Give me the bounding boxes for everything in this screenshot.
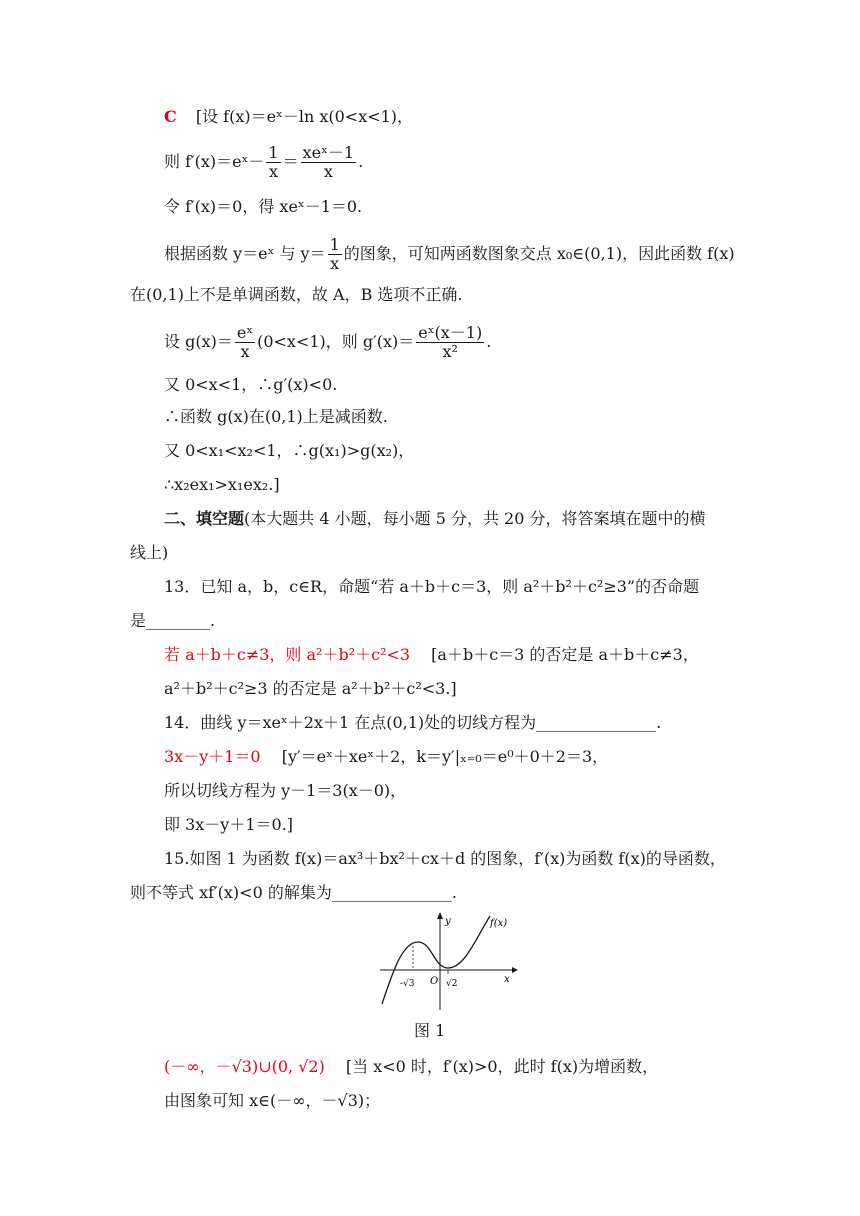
text: (0<x<1)，则 g′(x)＝ [257,332,415,351]
function-graph [378,912,518,1012]
text: 的图象，可知两函数图象交点 x₀∈(0,1)，因此函数 f(x) [343,244,735,263]
fraction [416,324,484,361]
curve-label: f(x) [490,918,508,929]
frac-num: 1 [329,235,340,254]
frac-den: x [330,254,340,273]
answer-c-line1 [164,106,413,128]
answer-c-line10: ∴x₂ex₁>x₁ex₂.] [164,475,280,494]
answer-c-line9: 又 0<x₁<x₂<1，∴g(x₁)>g(x₂)， [164,441,415,460]
answer-c-line4 [164,236,735,273]
q14-explain3: 即 3x－y＋1＝0.] [164,815,294,834]
frac-num: xeˣ－1 [302,143,355,162]
answer-c-line2 [164,144,363,181]
q15-text2: 则不等式 xf′(x)<0 的解集为_______________. [130,883,457,902]
section2-heading [164,508,706,530]
answer-c-line7: 又 0<x<1，∴g′(x)<0. [164,375,338,394]
q15-explain2: 由图象可知 x∈(－∞，－√3)； [164,1091,381,1110]
frac-den: x [268,162,279,181]
answer-c-line6 [164,324,491,361]
origin-label: O [430,976,439,987]
q13-explain: [a＋b＋c＝3 的否定是 a＋b＋c≠3， [431,645,699,664]
figure-caption: 图 1 [414,1021,446,1040]
x-label: x [504,974,510,985]
frac-den: x [323,162,333,181]
fraction [301,144,356,181]
answer-c-line3: 令 f′(x)＝0，得 xeˣ－1＝0. [164,197,363,216]
frac-num: eˣ [236,323,254,342]
q14-answer-line [164,746,608,768]
section-desc: (本大题共 4 小题，每小题 5 分，共 20 分，将答案填在题中的横 [244,509,706,528]
q15-answer: (－∞，－√3)∪(0, √2) [164,1057,325,1076]
answer-letter: C [164,107,177,126]
fraction [328,236,342,273]
text: . [486,332,492,351]
y-axis-arrow-icon [437,912,443,919]
q14-text: 14．曲线 y＝xeˣ＋2x＋1 在点(0,1)处的切线方程为_______________. [164,713,662,732]
text: 设 g(x)＝ [164,332,233,351]
frac-num: 1 [268,143,279,162]
text: . [358,152,364,171]
section2-desc2: 线上) [130,543,169,562]
frac-num: eˣ(x－1) [418,323,483,342]
answer-c-text1: [设 f(x)＝eˣ－ln x(0<x<1)， [195,107,414,126]
frac-den: x [240,342,250,361]
y-label: y [445,916,451,927]
answer-c-line5: 在(0,1)上不是单调函数，故 A，B 选项不正确. [130,285,463,304]
q13-explain2: a²＋b²＋c²≥3 的否定是 a²＋b²＋c²<3.] [164,679,457,698]
frac-den: x² [442,342,458,361]
x-axis-arrow-icon [512,967,518,973]
q15-answer-line [164,1056,658,1078]
text: 根据函数 y＝eˣ 与 y＝ [164,244,326,263]
text: ＝ [282,152,299,171]
section-title: 二、填空题 [164,509,245,528]
fraction [266,144,280,181]
q14-answer: 3x－y＋1＝0 [164,747,261,766]
q14-explain: [y′＝eˣ＋xeˣ＋2，k＝y′|ₓ₌₀＝e⁰＋0＋2＝3， [281,747,609,766]
q13-text2: 是________. [130,611,216,630]
q13-answer-line [164,644,699,666]
q15-text: 15.如图 1 为函数 f(x)＝ax³＋bx²＋cx＋d 的图象，f′(x)为函数 f(x)的导函数， [164,849,726,868]
q13-answer: 若 a＋b＋c≠3，则 a²＋b²＋c²<3 [164,645,411,664]
q15-explain: [当 x<0 时，f′(x)>0，此时 f(x)为增函数， [345,1057,659,1076]
function-curve [382,916,490,1004]
q14-explain2: 所以切线方程为 y－1＝3(x－0)， [164,781,407,800]
fraction [235,324,255,361]
tick-label-neg: -√3 [400,979,415,989]
tick-label-pos: √2 [446,979,458,989]
text: 则 f′(x)＝eˣ－ [164,152,265,171]
q13-text: 13．已知 a，b，c∈R，命题“若 a＋b＋c＝3，则 a²＋b²＋c²≥3”的否命题 [164,577,700,596]
answer-c-line8: ∴函数 g(x)在(0,1)上是减函数. [164,407,388,426]
